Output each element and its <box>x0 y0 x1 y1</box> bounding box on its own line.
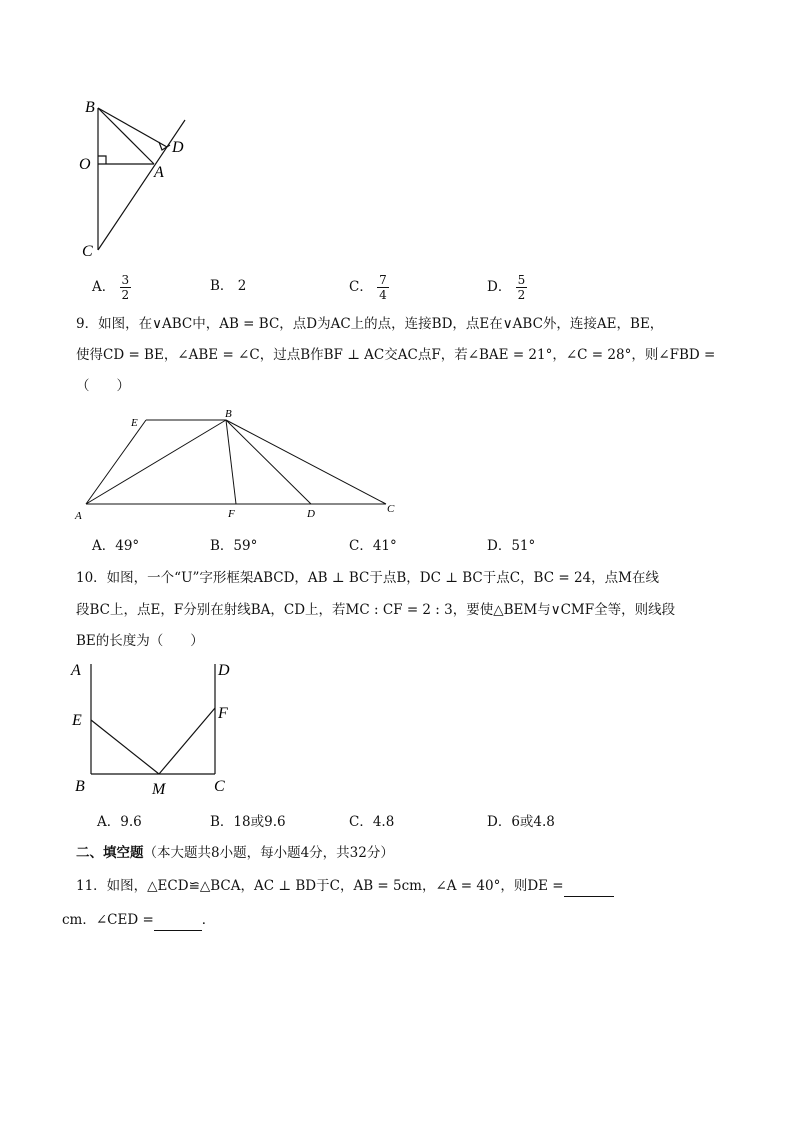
q11-stem: 11．如图，△ECD≌△BCA，AC ⊥ BD于C，AB = 5cm，∠A = 40°，则DE = <box>76 878 564 894</box>
label-E: E <box>72 712 82 729</box>
q9-option-d[interactable]: D．51° <box>487 538 536 554</box>
q10-option-a[interactable]: A．9.6 <box>97 814 142 830</box>
option-letter: C． <box>349 279 373 295</box>
q10-option-c[interactable]: C．4.8 <box>349 814 395 830</box>
q10-option-d[interactable]: D．6或4.8 <box>487 814 555 830</box>
label-C: C <box>82 243 93 260</box>
q10-text-line-2: 段BC上，点E，F分别在射线BA，CD上，若MC : CF = 2 : 3，要使△BEM与∨CMF全等，则线段 <box>76 602 676 618</box>
numerator: 3 <box>121 273 130 287</box>
q11-text-line-2 <box>62 910 215 931</box>
numerator: 7 <box>379 273 387 287</box>
q9-text-line-3: （ ） <box>76 378 130 394</box>
segment-MF <box>159 708 215 774</box>
segment-AE <box>86 420 146 504</box>
numerator: 5 <box>517 273 526 287</box>
right-angle-O <box>98 156 106 164</box>
label-B: B <box>225 408 232 420</box>
label-F: F <box>228 508 235 520</box>
segment-BC <box>226 420 386 504</box>
q8-option-c[interactable] <box>349 273 389 302</box>
q8-option-b[interactable] <box>210 276 246 296</box>
fraction <box>120 273 132 302</box>
fraction <box>516 273 528 302</box>
label-C: C <box>387 503 395 515</box>
q10-option-b[interactable]: B．18或9.6 <box>210 814 286 830</box>
denominator: 2 <box>121 288 130 302</box>
q8-figure <box>70 88 210 263</box>
answer-blank-ced[interactable] <box>154 910 202 931</box>
label-C: C <box>214 778 225 795</box>
label-D: D <box>307 508 315 520</box>
q9-figure <box>70 404 410 524</box>
label-A: A <box>154 164 164 181</box>
label-B: B <box>85 99 95 116</box>
q10-figure <box>66 656 246 800</box>
segment-BF <box>226 420 236 504</box>
option-value: 2 <box>237 278 247 294</box>
q9-option-b[interactable]: B．59° <box>210 538 258 554</box>
section-note: （本大题共8小题，每小题4分，共32分） <box>143 845 394 861</box>
label-A: A <box>75 510 82 522</box>
denominator: 4 <box>379 288 387 302</box>
q10-text-line-1: 10．如图，一个“U”字形框架ABCD，AB ⊥ BC于点B，DC ⊥ BC于点C，BC = 24，点M在线 <box>76 570 659 586</box>
label-O: O <box>79 156 91 173</box>
section-heading <box>76 843 394 863</box>
q9-text-line-2: 使得CD = BE，∠ABE = ∠C，过点B作BF ⊥ AC交AC点F，若∠BAE = 21°，∠C = 28°，则∠FBD = <box>76 347 716 363</box>
label-E: E <box>131 417 138 429</box>
answer-blank-de[interactable] <box>564 876 614 897</box>
q9-option-c[interactable]: C．41° <box>349 538 397 554</box>
section-title: 二、填空题 <box>76 845 144 861</box>
q11-text-line-1 <box>76 876 614 897</box>
q8-option-a[interactable] <box>92 273 131 302</box>
option-letter: B． <box>210 278 234 294</box>
option-letter: D． <box>487 279 512 295</box>
segment-EM <box>91 720 159 774</box>
q9-option-a[interactable]: A．49° <box>92 538 140 554</box>
fraction <box>377 273 389 302</box>
denominator: 2 <box>517 288 526 302</box>
label-D: D <box>218 662 230 679</box>
segment-BD <box>98 108 167 147</box>
label-B: B <box>75 778 85 795</box>
label-A: A <box>71 662 81 679</box>
label-F: F <box>218 705 228 722</box>
label-M: M <box>152 781 166 798</box>
q10-text-line-3: BE的长度为（ ） <box>76 633 204 649</box>
label-D: D <box>172 139 184 156</box>
option-letter: A． <box>92 279 116 295</box>
q8-option-d[interactable] <box>487 273 527 302</box>
segment-BD <box>226 420 311 504</box>
q9-text-line-1: 9．如图，在∨ABC中，AB = BC，点D为AC上的点，连接BD，点E在∨ABC外，连接AE，BE， <box>76 316 664 332</box>
segment-AB <box>86 420 226 504</box>
q11-end-punct: ． <box>201 912 216 928</box>
q11-unit-and-angle: cm．∠CED = <box>62 912 154 928</box>
